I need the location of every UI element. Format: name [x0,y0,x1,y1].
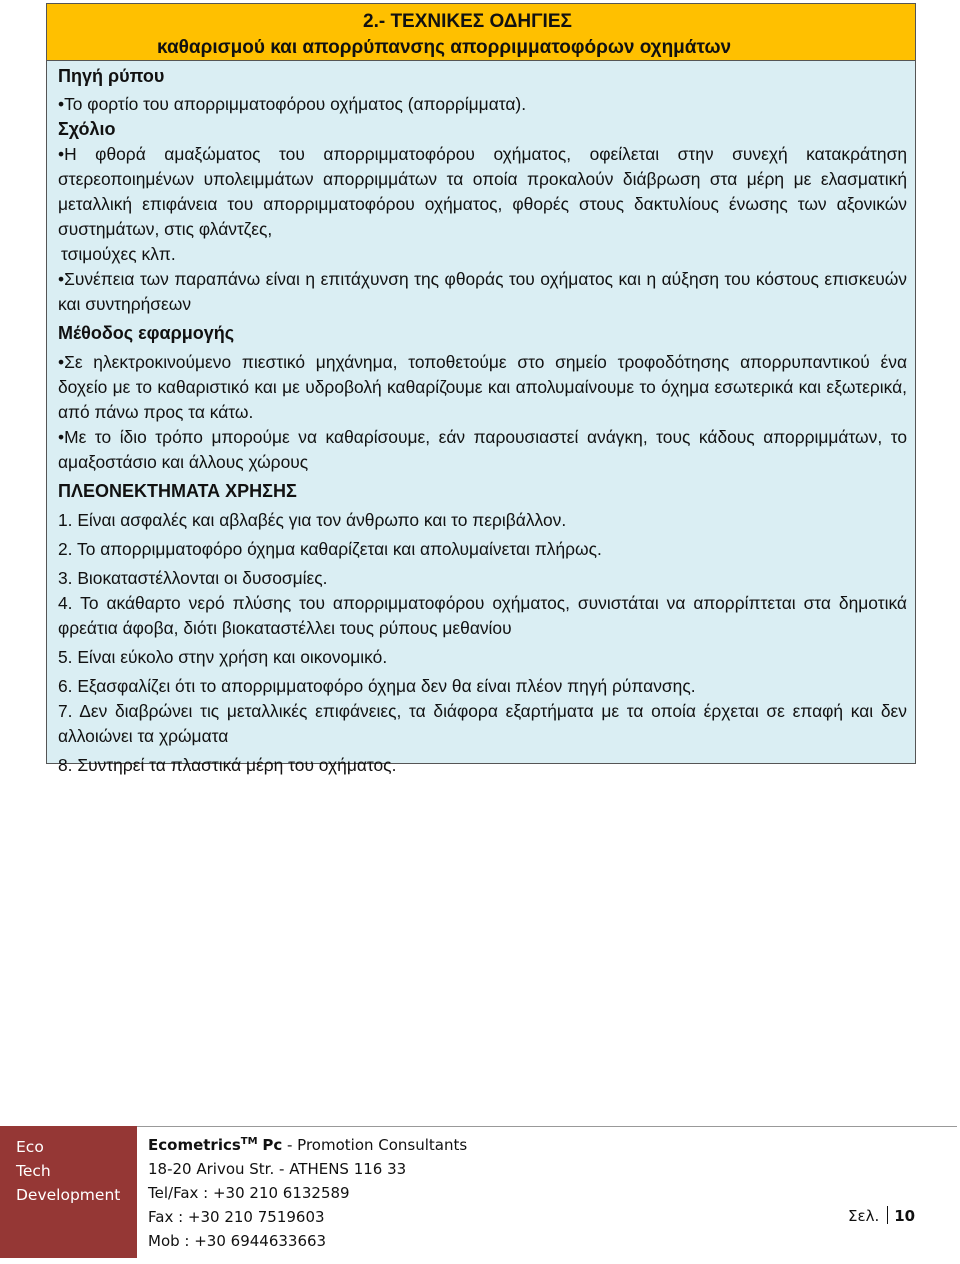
trademark: TM [240,1136,258,1147]
logo-line: Development [16,1186,121,1204]
comment-paragraph-1: •Η φθορά αμαξώματος του απορριμματοφόρου οχήματος, οφείλεται στην συνεχή κατακράτηση στερεοποιημένων υπολειμμάτων απορριμμάτων τα οποία προκαλούν διάβρωση στα μέρη με ελασματική μεταλλική επιφάνεια του απορριμματοφόρου οχήματος, φθορές στους δακτυλίους ένωσης των αξονικών συστημάτων, στις φλάντζες, [58,144,907,239]
method-paragraph-1: •Σε ηλεκτροκινούμενο πιεστικό μηχάνημα, τοποθετούμε στο σημείο τροφοδότησης απορρυπαντικού ένα δοχείο με το καθαριστικό και με υδροβολή καθαρίζουμε και απολυμαίνουμε το όχημα εσωτερικά και εξωτερικά, από πάνω προς τα κάτω. [58,352,907,422]
section-header [47,4,915,61]
method-paragraph-2: •Με το ίδιο τρόπο μπορούμε να καθαρίσουμε, εάν παρουσιαστεί ανάγκη, τους κάδους απορριμμάτων, το αμαξοστάσιο και άλλους χώρους [58,427,907,472]
section-title: 2.- ΤΕΧΝΙΚΕΣ ΟΔΗΓΙΕΣ [363,11,572,32]
section-subtitle: καθαρισμού και απορρύπανσης απορριμματοφόρων οχημάτων [157,37,732,58]
company-address: 18-20 Arivou Str. - ATHENS 116 33 [148,1160,407,1178]
page-indicator [848,1206,915,1226]
comment-paragraph-1-end: τσιμούχες κλπ. [61,244,176,264]
source-text: •Το φορτίο του απορριμματοφόρου οχήματος (απορρίμματα). [58,94,527,114]
advantage-item-7: 7. Δεν διαβρώνει τις μεταλλικές επιφάνειες, τα διάφορα εξαρτήματα με τα οποία έρχεται σε επαφή και δεν αλλοιώνει τα χρώματα [58,701,907,746]
comment-heading: Σχόλιο [58,119,116,139]
eco-tech-logo [0,1126,137,1258]
company-tagline: - Promotion Consultants [282,1136,468,1154]
page-footer [0,1124,960,1264]
logo-line: Tech [16,1162,51,1180]
comment-paragraph-2: •Συνέπεια των παραπάνω είναι η επιτάχυνση της φθοράς του οχήματος και η αύξηση του κόστους επισκευών και συντηρήσεων [58,269,907,314]
page-label: Σελ. [848,1207,880,1225]
advantage-item-3: 3. Βιοκαταστέλλονται οι δυσοσμίες. [58,568,328,588]
content-body [58,64,907,778]
instructions-box [46,3,916,775]
company-info [148,1133,467,1253]
method-heading: Μέθοδος εφαρμογής [58,323,235,343]
logo-line: Eco [16,1138,44,1156]
advantage-item-8: 8. Συντηρεί τα πλαστικά μέρη του οχήματος. [58,755,397,775]
advantage-item-4: 4. Το ακάθαρτο νερό πλύσης του απορριμματοφόρου οχήματος, συνιστάται να απορρίπτεται στα δημοτικά φρεάτια άφοβα, διότι βιοκαταστέλλει τους ρύπους μεθανίου [58,593,907,638]
advantage-item-2: 2. Το απορριμματοφόρο όχημα καθαρίζεται και απολυμαίνεται πλήρως. [58,539,602,559]
company-name: Ecometrics [148,1136,241,1154]
page-number: 10 [894,1207,916,1225]
source-heading: Πηγή ρύπου [58,66,165,86]
company-fax: Fax : +30 210 7519603 [148,1208,325,1226]
company-telfax: Tel/Fax : +30 210 6132589 [148,1184,350,1202]
page-separator [887,1206,888,1224]
company-name-line [148,1133,467,1157]
advantage-item-1: 1. Είναι ασφαλές και αβλαβές για τον άνθρωπο και το περιβάλλον. [58,510,567,530]
company-suffix: Pc [262,1136,283,1154]
advantages-heading: ΠΛΕΟΝΕΚΤΗΜΑΤΑ ΧΡΗΣΗΣ [58,481,297,501]
company-mobile: Mob : +30 6944633663 [148,1232,327,1250]
advantage-item-6: 6. Εξασφαλίζει ότι το απορριμματοφόρο όχημα δεν θα είναι πλέον πηγή ρύπανσης. [58,676,696,696]
footer-divider [137,1126,957,1127]
advantage-item-5: 5. Είναι εύκολο στην χρήση και οικονομικό. [58,647,388,667]
